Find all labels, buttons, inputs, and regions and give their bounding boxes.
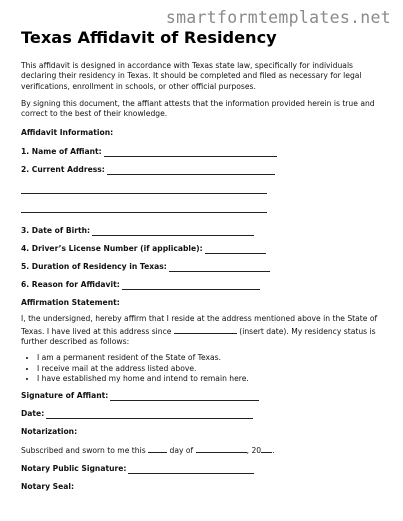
duration-field-row	[21, 262, 385, 272]
notary-text-3: , 20	[246, 446, 262, 456]
address-line-2[interactable]	[21, 192, 267, 194]
affirmation-text-2: (insert date). My residency status is further described as follows:	[21, 326, 376, 347]
notary-signature-row	[21, 464, 385, 474]
notary-sworn-row	[21, 444, 385, 456]
notary-year-input-line[interactable]	[261, 444, 275, 456]
name-label: 1. Name of Affiant:	[21, 147, 102, 157]
notary-day-input-line[interactable]	[148, 444, 167, 453]
residency-bullet-list	[21, 353, 385, 384]
watermark-text: smartformtemplates.net	[165, 8, 391, 27]
dob-field-row	[21, 226, 385, 236]
notary-text-1: Subscribed and sworn to me this	[21, 446, 146, 456]
dob-label: 3. Date of Birth:	[21, 226, 91, 236]
reason-field-row	[21, 280, 385, 290]
license-field-row	[21, 244, 385, 254]
notary-text-4: .	[272, 446, 275, 456]
notary-text-2: day of	[169, 446, 194, 456]
duration-label: 5. Duration of Residency in Texas:	[21, 262, 167, 272]
reason-input-line[interactable]	[122, 281, 260, 290]
attest-paragraph: By signing this document, the affiant attests that the information provided herein is true and correct to the best of their knowledge.	[21, 98, 375, 119]
date-input-line[interactable]	[46, 410, 253, 419]
name-field-row	[21, 147, 385, 157]
dob-input-line[interactable]	[92, 227, 254, 236]
notarization-heading: Notarization:	[21, 427, 78, 437]
notary-seal-label: Notary Seal:	[21, 482, 75, 492]
address-label: 2. Current Address:	[21, 165, 105, 175]
reason-label: 6. Reason for Affidavit:	[21, 280, 120, 290]
date-field-row	[21, 409, 385, 419]
notary-signature-label: Notary Public Signature:	[21, 464, 127, 474]
license-label: 4. Driver’s License Number (if applicable):	[21, 244, 203, 254]
notary-month-input-line[interactable]	[196, 444, 247, 453]
duration-input-line[interactable]	[169, 263, 270, 272]
affirmation-paragraph	[21, 314, 385, 347]
address-input-line[interactable]	[107, 166, 275, 175]
signature-label: Signature of Affiant:	[21, 391, 109, 401]
affidavit-document	[21, 28, 385, 491]
intro-paragraph: This affidavit is designed in accordance with Texas state law, specifically for individuals declaring their residency in Texas. It should be completed and filed as necessary for legal verifications, enrollment in schools, or other official purposes.	[21, 61, 362, 91]
name-input-line[interactable]	[104, 148, 277, 157]
bullet-item: • I receive mail at the address listed above.	[37, 364, 385, 374]
residency-since-input-line[interactable]	[174, 325, 237, 334]
license-input-line[interactable]	[205, 245, 266, 254]
affirmation-text-1: I, the undersigned, hereby affirm that I reside at the address mentioned above in the State of Texas. I have lived at this address since	[21, 314, 378, 336]
notary-signature-input-line[interactable]	[128, 465, 254, 474]
page-title: Texas Affidavit of Residency	[21, 28, 277, 47]
signature-field-row	[21, 391, 385, 401]
signature-input-line[interactable]	[110, 392, 259, 401]
affidavit-info-heading: Affidavit Information:	[21, 128, 114, 138]
address-field-row	[21, 165, 385, 175]
bullet-item: • I am a permanent resident of the State of Texas.	[37, 353, 385, 363]
affirmation-heading: Affirmation Statement:	[21, 298, 120, 308]
address-line-3[interactable]	[21, 211, 267, 213]
bullet-item: • I have established my home and intend to remain here.	[37, 374, 385, 384]
date-label: Date:	[21, 409, 45, 419]
